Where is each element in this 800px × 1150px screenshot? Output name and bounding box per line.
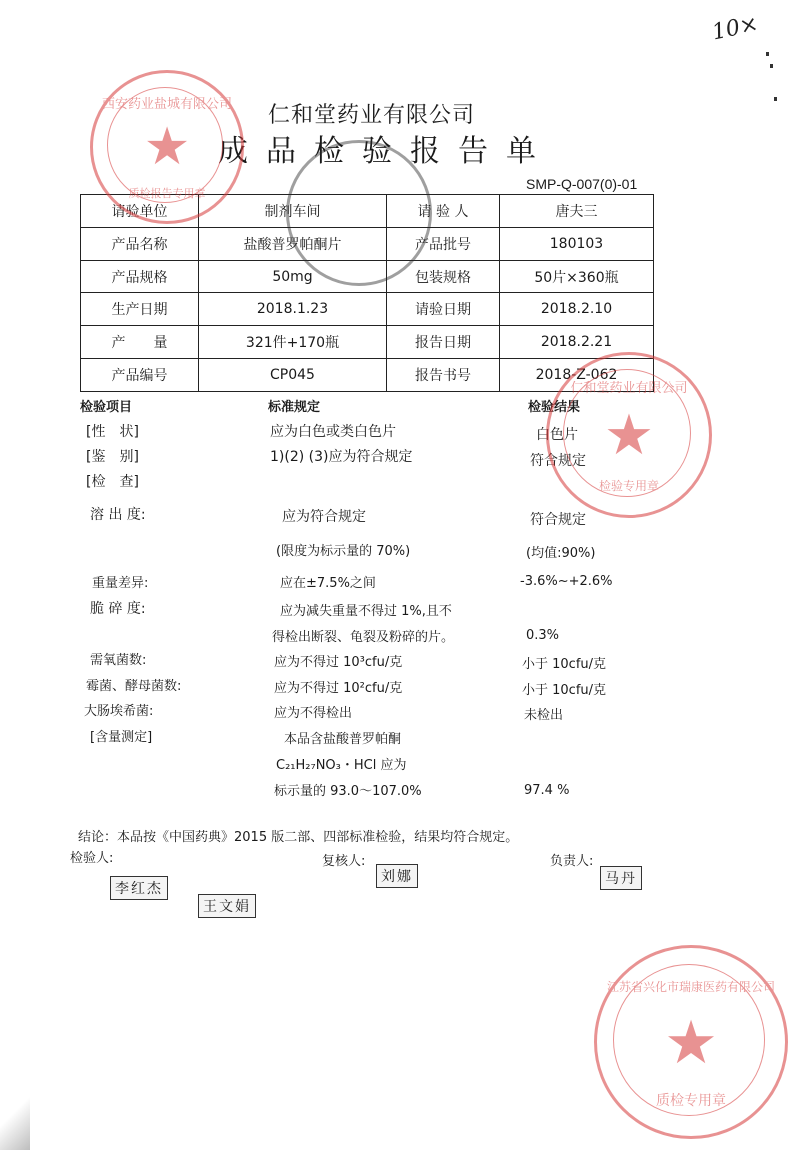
result-identification: 符合规定 [530,453,586,469]
item-dissolution: 溶 出 度: [90,507,146,523]
reviewer-signature-stamp: 刘娜 [376,864,418,888]
result-ecoli: 未检出 [524,708,564,723]
standard-assay: 本品含盐酸普罗帕酮 [284,732,402,747]
standard-dissolution: 应为符合规定 [282,509,366,525]
item-aerobic-count: 需氧菌数: [90,653,147,668]
table-cell: 2018.1.23 [199,293,387,326]
report-title: 成品检验报告单 [218,134,554,169]
scan-mark [770,64,773,68]
scan-mark [766,52,769,56]
results-header-standard: 标准规定 [268,400,321,415]
table-cell: 产品名称 [81,227,199,260]
right-red-seal [546,352,712,518]
table-cell: 报告书号 [387,359,500,392]
table-cell: CP045 [199,359,387,392]
table-cell: 生产日期 [81,293,199,326]
inspector-signature-stamp: 李红杰 [110,876,168,900]
reviewer-label: 复核人: [322,854,366,869]
inspector-signature-stamp-2: 王文娟 [198,894,256,918]
conclusion: 结论：本品按《中国药典》2015 版二部、四部标准检验，结果均符合规定。 [78,830,519,845]
inspector-label: 检验人: [70,851,114,866]
result-dissolution: 符合规定 [530,512,586,528]
top-left-red-seal [90,70,244,224]
table-cell: 报告日期 [387,326,500,359]
table-cell: 2018-Z-062 [500,359,654,392]
table-cell: 产品规格 [81,260,199,293]
standard-assay-3: 标示量的 93.0～107.0% [274,784,422,799]
result-assay: 97.4 % [524,783,570,798]
table-cell: 产品批号 [387,227,500,260]
item-weight-variation: 重量差异: [92,576,149,591]
seal-text: 西安药业盐城有限公司 [101,97,232,112]
table-cell: 50片×360瓶 [500,260,654,293]
company-name: 仁和堂药业有限公司 [268,103,476,128]
results-header-item: 检验项目 [80,400,133,415]
black-seal-stamp [286,140,432,286]
result-appearance: 白色片 [536,427,578,443]
table-cell: 唐夫三 [500,195,654,228]
table-cell: 321件+170瓶 [199,326,387,359]
star-icon: ★ [603,403,655,468]
table-cell: 盐酸普罗帕酮片 [199,227,387,260]
item-mold-yeast: 霉菌、酵母菌数: [86,679,182,694]
table-row [81,326,654,359]
item-ecoli: 大肠埃希菌: [84,704,154,719]
table-cell: 产 量 [81,326,199,359]
seal-subtext: 检验专用章 [598,479,659,493]
table-cell: 包装规格 [387,260,500,293]
result-aerobic-count: 小于 10cfu/克 [522,657,607,672]
standard-friability: 应为减失重量不得过 1%,且不 [280,604,452,619]
table-cell: 2018.2.10 [500,293,654,326]
table-cell: 请验日期 [387,293,500,326]
standard-aerobic-count: 应为不得过 10³cfu/克 [274,655,403,670]
seal-subtext: 质检报告专用章 [128,187,206,200]
star-icon: ★ [664,1008,718,1078]
table-cell: 请 验 人 [387,195,500,228]
item-appearance: [性 状] [86,424,139,440]
item-friability: 脆 碎 度: [90,601,146,617]
seal-subtext: 质检专用章 [656,1093,726,1109]
scan-edge-shadow [0,1090,30,1150]
standard-friability-2: 得检出断裂、龟裂及粉碎的片。 [272,630,455,645]
table-cell: 180103 [500,227,654,260]
table-cell: 2018.2.21 [500,326,654,359]
result-weight-variation: -3.6%~+2.6% [520,574,613,589]
handwritten-page-number: 10⨯ [709,11,761,46]
standard-weight-variation: 应在±7.5%之间 [280,576,376,591]
bottom-right-red-seal [594,945,788,1139]
standard-assay-2: C₂₁H₂₇NO₃・HCl 应为 [276,758,407,773]
item-identification: [鉴 别] [86,449,139,465]
seal-text: 江苏省兴化市瑞康医药有限公司 [606,980,775,994]
scan-mark [774,97,777,101]
standard-dissolution-limit: (限度为标示量的 70%) [276,544,411,559]
results-header-result: 检验结果 [528,400,581,415]
result-dissolution-mean: (均值:90%) [526,546,596,561]
item-inspection: [检 查] [86,474,139,490]
responsible-label: 负责人: [550,854,594,869]
standard-mold-yeast: 应为不得过 10²cfu/克 [274,681,403,696]
result-friability: 0.3% [526,628,560,643]
table-row [81,293,654,326]
standard-appearance: 应为白色或类白色片 [270,424,396,440]
result-mold-yeast: 小于 10cfu/克 [522,683,607,698]
star-icon: ★ [143,117,191,177]
seal-text: 仁和堂药业有限公司 [570,381,688,396]
standard-ecoli: 应为不得检出 [274,706,353,721]
item-assay: [含量测定] [90,730,153,745]
document-number: SMP-Q-007(0)-01 [526,176,638,192]
table-cell: 制剂车间 [199,195,387,228]
table-cell: 请验单位 [81,195,199,228]
standard-identification: 1)(2) (3)应为符合规定 [270,449,413,465]
table-cell: 产品编号 [81,359,199,392]
table-cell: 50mg [199,260,387,293]
responsible-signature-stamp: 马丹 [600,866,642,890]
